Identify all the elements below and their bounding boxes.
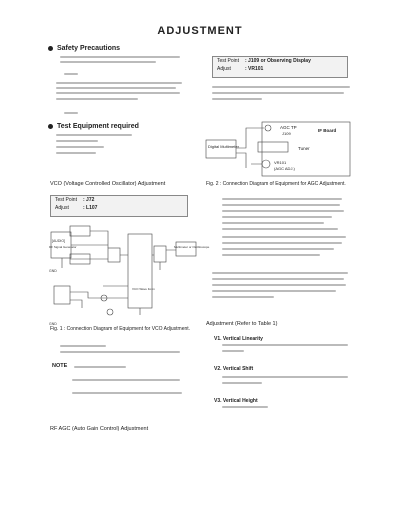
safety-heading-text: Safety Precautions [57, 45, 121, 52]
note-label: NOTE [52, 363, 68, 369]
test-equipment-heading [48, 123, 139, 130]
vco-connection-diagram [48, 220, 210, 328]
item-v1: V1. Vertical Linearity [214, 336, 263, 342]
agc-connection-diagram [206, 120, 356, 178]
multimeter-label: Multimeter or Oscilloscope [174, 245, 210, 249]
agc-tp-label: AGC TP [280, 125, 297, 130]
if-board-label: IF Board [318, 128, 337, 133]
adjustment-ref-heading: Adjustment (Refer to Table 1) [206, 321, 278, 327]
page-title: ADJUSTMENT [157, 25, 243, 37]
signal-generator-label: RF Signal Generator [49, 245, 77, 249]
agc-heading: RF AGC (Auto Gain Control) Adjustment [50, 426, 149, 432]
safety-heading [48, 45, 120, 52]
fig2-caption: Fig. 2 : Connection Diagram of Equipment for AGC Adjustment. [206, 181, 346, 187]
fig1-caption: Fig. 1 : Connection Diagram of Equipment for VCO Adjustment. [50, 326, 191, 332]
item-v3: V3. Vertical Height [214, 398, 258, 404]
vco-test-box: Test Point : J72 Adjust : L107 [50, 195, 188, 217]
vco-heading: VCO (Voltage Controlled Oscillator) Adjustment [50, 181, 166, 187]
vr-note-label: (AGC ADJ.) [274, 166, 295, 171]
bullet-icon [48, 46, 53, 51]
meter-label: Digital Multimeter [208, 144, 239, 149]
tuner-label: Tuner [298, 146, 310, 151]
waveform-label: VCO Wave Form [132, 287, 155, 291]
gnd-label-1: GND [49, 269, 57, 273]
test-equipment-heading-text: Test Equipment required [57, 123, 139, 130]
agc-test-box: Test Point : J109 or Observing Display Adjust : VR101 [212, 56, 348, 78]
bullet-icon [48, 124, 53, 129]
item-v2: V2. Vertical Shift [214, 366, 254, 372]
gnd-label-2: GND [49, 322, 57, 326]
jack-label: J109 [282, 131, 291, 136]
vr-label: VR101 [274, 160, 287, 165]
mode-label: [AUDIO] [52, 239, 66, 243]
